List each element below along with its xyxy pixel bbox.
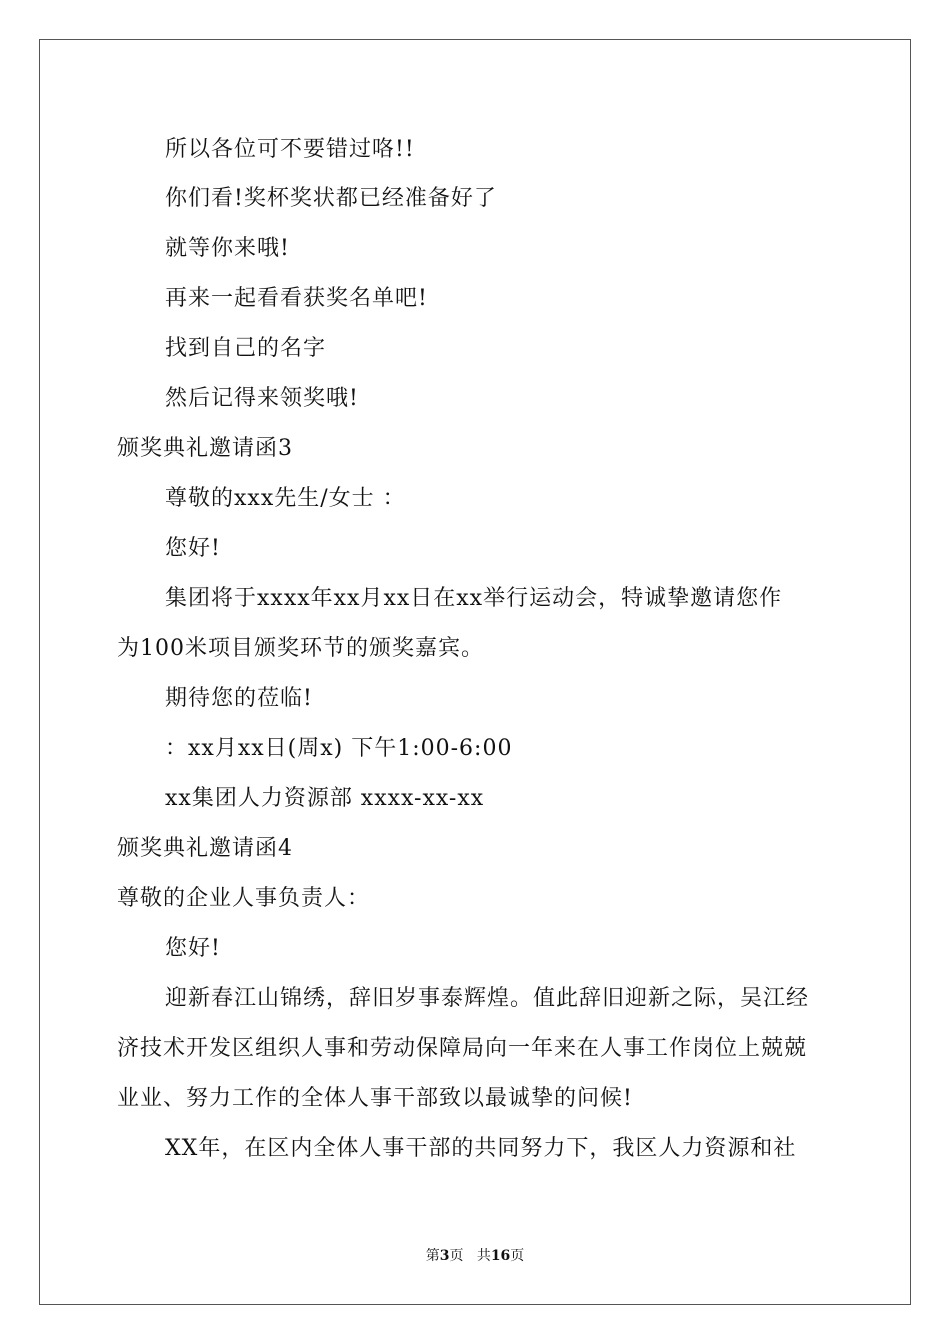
page-number: 3 xyxy=(439,1248,450,1264)
total-pages: 16 xyxy=(490,1248,511,1264)
salutation: 尊敬的企业人事负责人： xyxy=(117,886,371,911)
text-line: 然后记得来领奖哦! xyxy=(165,386,359,411)
footer-prefix: 第 xyxy=(425,1248,440,1264)
text-line: 再来一起看看获奖名单吧! xyxy=(165,286,428,311)
page-border xyxy=(39,39,911,1305)
text-line: 所以各位可不要错过咯!! xyxy=(165,137,415,162)
page-footer xyxy=(0,1246,950,1266)
greeting: 您好! xyxy=(165,536,221,561)
text-line: 济技术开发区组织人事和劳动保障局向一年来在人事工作岗位上兢兢 xyxy=(117,1036,808,1061)
footer-total-suffix: 页 xyxy=(510,1248,525,1264)
event-time: ：xx月xx日(周x) 下午1:00-6:00 xyxy=(165,736,513,761)
footer-total-prefix: 共 xyxy=(476,1248,491,1264)
signature-line: xx集团人力资源部 xxxx-xx-xx xyxy=(165,786,485,811)
text-line: 找到自己的名字 xyxy=(165,336,327,361)
text-line: 期待您的莅临! xyxy=(165,686,313,711)
text-line: 为100米项目颁奖环节的颁奖嘉宾。 xyxy=(117,636,484,661)
section-heading: 颁奖典礼邀请函3 xyxy=(117,436,293,461)
text-line: 你们看!奖杯奖状都已经准备好了 xyxy=(165,186,497,211)
salutation: 尊敬的xxx先生/女士 ： xyxy=(165,486,406,511)
text-line: 就等你来哦! xyxy=(165,236,290,261)
footer-page-suffix: 页 xyxy=(449,1248,464,1264)
section-heading: 颁奖典礼邀请函4 xyxy=(117,836,293,861)
text-line: XX年，在区内全体人事干部的共同努力下，我区人力资源和社 xyxy=(165,1136,797,1161)
text-line: 集团将于xxxx年xx月xx日在xx举行运动会，特诚挚邀请您作 xyxy=(165,586,783,611)
greeting: 您好! xyxy=(165,936,221,961)
text-line: 业业、努力工作的全体人事干部致以最诚挚的问候! xyxy=(117,1086,633,1111)
text-line: 迎新春江山锦绣，辞旧岁事泰辉煌。值此辞旧迎新之际，吴江经 xyxy=(165,986,810,1011)
